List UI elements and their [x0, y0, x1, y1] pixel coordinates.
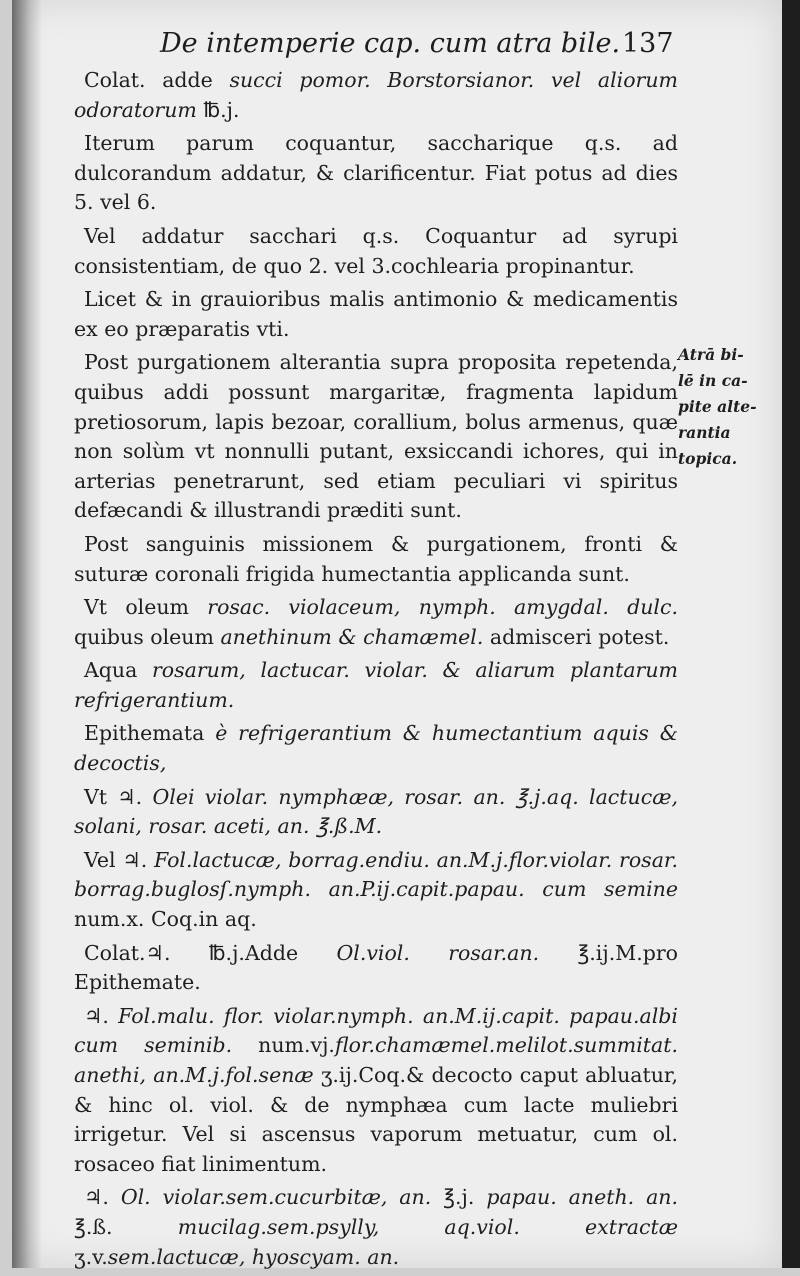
italic-run: flor.chamæmel.melilot.summitat. anethi, an.M.j.fol.senæ [74, 1033, 678, 1087]
italic-run: rosac. violaceum, nymph. amygdal. dulc. [207, 595, 678, 620]
book-page [12, 0, 782, 1268]
marginal-note [678, 342, 778, 472]
italic-run: papau. aneth. an. [486, 1185, 679, 1210]
paragraph: Vt ♃. Olei violar. nymphææ, rosar. an. ℥.j.aq. lactucæ, solani, rosar. aceti, an. ℥.ß.M. [74, 784, 678, 839]
marginal-note-line: rantia [678, 423, 731, 442]
body-text [74, 66, 678, 1276]
paragraph: Vt oleum rosac. violaceum, nymph. amygdal. dulc. quibus oleum anethinum & chamæmel. admisceri potest. [74, 595, 678, 649]
page-number: 137 [622, 28, 674, 59]
paragraph: Aqua rosarum, lactucar. violar. & aliarum plantarum refrigerantium. [74, 658, 678, 712]
italic-run: sem.lactucæ, hyoscyam. an. [107, 1244, 400, 1269]
italic-run: Olei violar. nymphææ, rosar. an. ℥.j.aq. lactucæ, solani, rosar. aceti, an. ℥.ß.M. [74, 784, 678, 839]
marginal-note-line: topica. [678, 449, 738, 468]
italic-run: Fol.malu. flor. violar.nymph. an.M.ij.capit. papau.albi cum seminib. [74, 1003, 678, 1058]
italic-run: rosarum, lactucar. violar. & aliarum plantarum refrigerantium. [74, 658, 678, 712]
paragraph: Post sanguinis missionem & purgationem, fronti & suturæ coronali frigida humectantia applicanda sunt. [74, 531, 678, 586]
paragraph: Post purgationem alterantia supra proposita repetenda, quibus addi possunt margaritæ, fragmenta lapidum pretiosorum, lapis bezoar, corallium, bolus armenus, quæ non solùm vt nonnulli putant, exsiccandi ichores, qui in arterias penetrarunt, sed etiam peculiari vi spiritus defæcandi & illustrandi præditi sunt. [74, 350, 678, 523]
italic-run: Ol.viol. rosar.an. [336, 940, 540, 965]
paragraph: Licet & in grauioribus malis antimonio & medicamentis ex eo præparatis vti. [74, 287, 678, 341]
spine-shadow [12, 0, 42, 1268]
italic-run: mucilag.sem.psylly, aq.viol. extractæ [177, 1214, 678, 1239]
italic-run: Fol.lactucæ, borrag.endiu. an.M.j.flor.violar. rosar. borrag.buglosſ.nymph. an.P.ij.capit.papau. cum semine [74, 847, 678, 902]
page-edge [782, 0, 800, 1268]
paragraph: ♃. Fol.malu. flor. violar.nymph. an.M.ij.capit. papau.albi cum seminib. num.vj.flor.chamæmel.melilot.summitat. anethi, an.M.j.fol.senæ ʒ.ij.Coq.& decocto caput abluatur, & hinc ol. viol. & de nymphæa cum lacte muliebri irrigetur. Vel si ascensus vaporum metuatur, cum ol. rosaceo fiat linimentum. [74, 1003, 678, 1176]
paragraph: Vel ♃. Fol.lactucæ, borrag.endiu. an.M.j.flor.violar. rosar. borrag.buglosſ.nymph. an.P.ij.capit.papau. cum semine num.x. Coq.in aq. [74, 847, 678, 932]
marginal-note-line: pite alte- [678, 397, 757, 416]
italic-run: Ol. violar.sem.cucurbitæ, an. [120, 1185, 432, 1210]
italic-run: succi pomor. Borstorsianor. vel aliorum odoratorum [74, 68, 678, 122]
paragraph: ♃. Ol. violar.sem.cucurbitæ, an. ℥.j. papau. aneth. an. ℥.ß. mucilag.sem.psylly, aq.viol. extractæ ʒ.v.sem.lactucæ, hyoscyam. an. [74, 1185, 679, 1269]
marginal-note-line: lē in ca- [678, 371, 748, 390]
paragraph: Iterum parum coquantur, saccharique q.s. ad dulcorandum addatur, & clarificentur. Fiat potus ad dies 5. vel 6. [74, 131, 678, 215]
paragraph: Colat.♃. ℔.j.Adde Ol.viol. rosar.an. ℥.ij.M.pro Epithemate. [74, 940, 678, 995]
italic-run: anethinum & chamæmel. [220, 624, 484, 649]
paragraph: Colat. adde succi pomor. Borstorsianor. vel aliorum odoratorum ℔.j. [74, 68, 678, 122]
italic-run: è refrigerantium & humectantium aquis & decoctis, [74, 721, 678, 776]
marginal-note-line: Atrā bi- [678, 345, 744, 364]
running-header: De intemperie cap. cum atra bile. [160, 28, 621, 59]
paragraph: Vel addatur sacchari q.s. Coquantur ad syrupi consistentiam, de quo 2. vel 3.cochlearia propinantur. [74, 223, 678, 278]
paragraph: Epithemata è refrigerantium & humectantium aquis & decoctis, [74, 721, 678, 776]
